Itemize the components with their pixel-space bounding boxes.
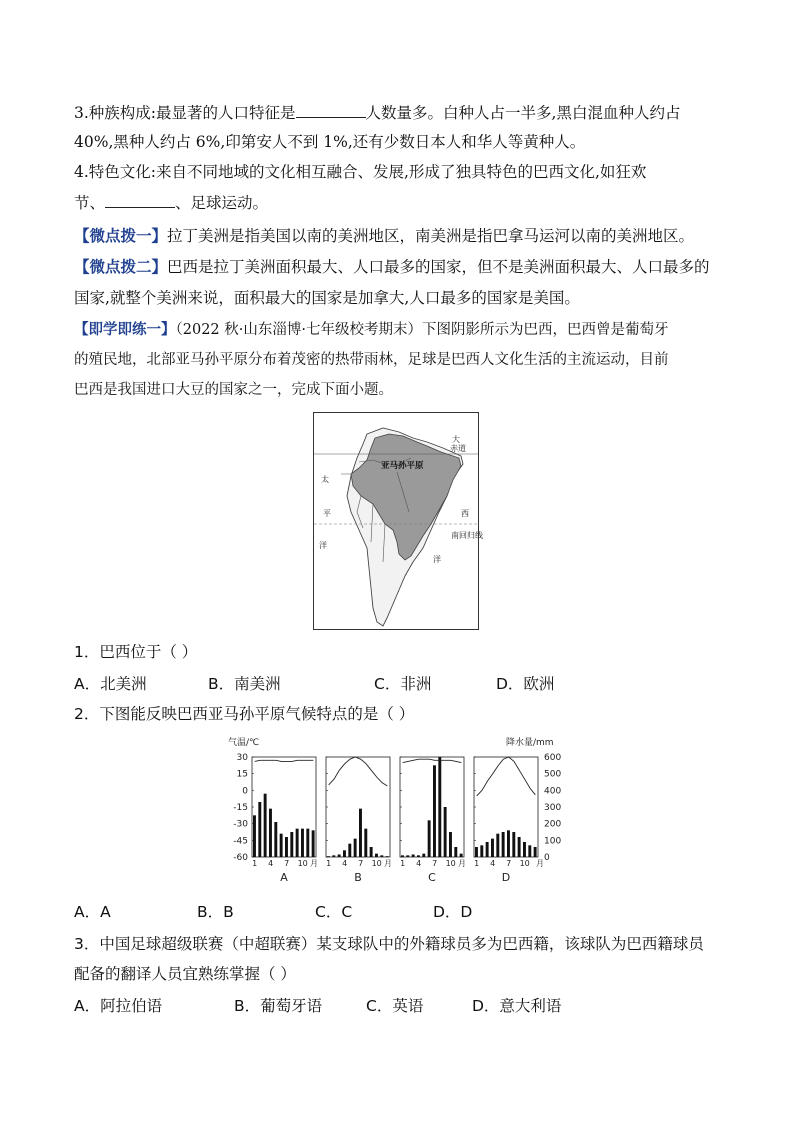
climate-chart-c: [400, 757, 466, 884]
precip-bar: [406, 855, 409, 857]
month-tick-label: 1: [474, 859, 480, 868]
month-unit-label: 月: [310, 859, 318, 868]
q2-option-b[interactable]: B．B: [197, 903, 234, 921]
pacific-label-1: 太: [321, 475, 329, 484]
q2-option-c[interactable]: C．C: [315, 903, 353, 921]
climate-chart-a: [252, 757, 318, 884]
tip1: [74, 225, 694, 247]
q2-stem: 2．下图能反映巴西亚马孙平原气候特点的是（ ）: [74, 705, 415, 723]
precip-bar: [285, 837, 288, 857]
q3-option-a[interactable]: A．阿拉伯语: [74, 997, 163, 1015]
month-tick-label: 4: [342, 859, 348, 868]
precip-bar: [338, 855, 341, 858]
precip-bar: [475, 847, 478, 857]
answer-blank-culture[interactable]: [105, 191, 175, 208]
precip-bar: [428, 820, 431, 857]
atlantic-label-3: 洋: [433, 555, 441, 564]
q2-option-d[interactable]: D．D: [433, 903, 473, 921]
precip-bar: [359, 809, 362, 857]
precip-bar: [380, 855, 383, 857]
practice-line2: 的殖民地，北部亚马孙平原分布着茂密的热带雨林，足球是巴西人文化生活的主流运动，目前: [74, 352, 669, 368]
precip-tick-label: 0: [544, 853, 550, 863]
climate-chart-d: [474, 757, 544, 884]
tip1-label: 【微点拨一】: [74, 226, 168, 245]
temp-tick-label: -45: [233, 836, 248, 847]
precip-bar: [296, 829, 299, 857]
precip-bar: [253, 815, 256, 857]
precip-bar: [454, 847, 457, 857]
precip-bar: [312, 830, 315, 857]
chart-name-label: A: [280, 871, 288, 884]
section3-line1: [74, 101, 680, 124]
precip-tick-label: 600: [544, 753, 562, 763]
q2-option-a[interactable]: A．A: [74, 903, 111, 921]
section3-text-after: 人数量多。白种人占一半多,黑白混血种人约占: [365, 104, 681, 122]
precip-bar: [412, 855, 415, 858]
precip-bar: [354, 839, 357, 857]
practice-line3: 巴西是我国进口大豆的国家之一，完成下面小题。: [74, 382, 393, 398]
precip-bar: [401, 855, 404, 857]
precip-bar: [290, 832, 293, 857]
precip-bar: [417, 855, 420, 857]
pacific-label-2: 平: [323, 509, 331, 518]
precip-bar: [422, 854, 425, 857]
precip-bar: [274, 822, 277, 857]
precip-bar: [332, 855, 335, 857]
month-unit-label: 月: [458, 859, 466, 868]
chart-frame: [326, 757, 390, 857]
temp-tick-label: 0: [242, 786, 248, 797]
temperature-line: [329, 757, 388, 786]
temp-axis-title: 气温/℃: [228, 738, 260, 748]
temp-tick-label: -30: [233, 819, 248, 830]
precip-bar: [264, 794, 267, 857]
month-tick-label: 10: [519, 859, 530, 868]
tip1-text: 拉丁美洲是指美国以南的美洲地区，南美洲是指巴拿马运河以南的美洲地区。: [167, 227, 695, 245]
precip-bar: [480, 845, 483, 857]
tip2-text: 巴西是拉丁美洲面积最大、人口最多的国家，但不是美洲面积最大、人口最多的: [167, 258, 710, 276]
section3-line2: 40%,黑种人约占 6%,印第安人不到 1%,还有少数日本人和华人等黄种人。: [74, 133, 586, 151]
precip-bar: [370, 847, 373, 857]
month-tick-label: 7: [284, 859, 290, 868]
precip-bar: [518, 837, 521, 857]
south-america-map: [313, 412, 483, 630]
month-tick-label: 4: [268, 859, 274, 868]
atlantic-label-1: 大: [452, 435, 460, 444]
month-tick-label: 10: [445, 859, 456, 868]
chart-name-label: D: [501, 871, 511, 884]
precip-bar: [280, 834, 283, 857]
practice-intro: [74, 319, 668, 341]
precip-tick-label: 100: [544, 836, 562, 847]
temp-tick-label: 15: [236, 769, 248, 780]
precip-bar: [327, 856, 330, 857]
precip-axis-title: 降水量/mm: [506, 738, 554, 748]
month-tick-label: 10: [371, 859, 382, 868]
section4-text-before: 节、: [74, 194, 106, 212]
tip2-label: 【微点拨二】: [74, 257, 168, 276]
atlantic-label-2: 西: [461, 509, 469, 518]
section4-line2: [74, 191, 268, 214]
month-unit-label: 月: [536, 859, 544, 868]
precip-bar: [460, 854, 463, 857]
month-tick-label: 4: [416, 859, 422, 868]
q1-option-b[interactable]: B．南美洲: [208, 675, 281, 693]
chart-name-label: C: [428, 871, 436, 884]
precip-bar: [269, 809, 272, 857]
precip-bar: [301, 829, 304, 857]
precip-bar: [386, 856, 389, 857]
amazon-plain-label: 亚马孙平原: [381, 461, 424, 471]
precip-bar: [258, 802, 261, 857]
month-tick-label: 4: [490, 859, 496, 868]
month-tick-label: 7: [506, 859, 512, 868]
temp-tick-label: -60: [233, 853, 248, 863]
precip-tick-label: 300: [544, 803, 562, 813]
q1-option-c[interactable]: C．非洲: [374, 675, 432, 693]
precip-bar: [486, 842, 489, 857]
precip-bar: [512, 832, 515, 857]
precip-bar: [375, 854, 378, 857]
month-tick-label: 10: [297, 859, 308, 868]
pacific-label-3: 洋: [319, 541, 327, 550]
temperature-line: [255, 760, 314, 761]
chart-frame: [400, 757, 464, 857]
q3-line2: 配备的翻译人员宜熟练掌握（ ）: [74, 965, 296, 983]
section4-text-after: 、足球运动。: [175, 194, 269, 212]
temperature-line: [477, 757, 536, 796]
precip-bar: [433, 765, 436, 857]
precip-bar: [348, 844, 351, 857]
month-tick-label: 1: [252, 859, 258, 868]
practice-line1: （2022 秋·山东淄博·七年级校考期末）下图阴影所示为巴西，巴西曾是葡萄牙: [175, 322, 669, 338]
practice-label: 【即学即练一】: [74, 321, 176, 338]
q3-option-c[interactable]: C．英语: [366, 997, 424, 1015]
month-tick-label: 1: [400, 859, 406, 868]
chart-frame: [474, 757, 538, 857]
temperature-line: [403, 759, 462, 762]
temp-tick-label: -15: [233, 803, 248, 813]
q1-option-d[interactable]: D．欧洲: [496, 675, 555, 693]
precip-bar: [306, 829, 309, 857]
chart-name-label: B: [354, 871, 362, 884]
precip-bar: [534, 847, 537, 857]
precip-bar: [343, 850, 346, 857]
equator-label: 赤道: [450, 444, 466, 453]
precip-bar: [438, 757, 441, 857]
precip-bar: [449, 832, 452, 857]
month-tick-label: 7: [358, 859, 364, 868]
precip-tick-label: 400: [544, 786, 562, 797]
month-unit-label: 月: [384, 859, 392, 868]
climate-chart-b: [326, 757, 392, 884]
precip-bar: [444, 807, 447, 857]
precip-bar: [502, 832, 505, 857]
q3-option-d[interactable]: D．意大利语: [472, 997, 562, 1015]
q3-line1: 3．中国足球超级联赛（中超联赛）某支球队中的外籍球员多为巴西籍，该球队为巴西籍球员: [74, 935, 704, 953]
precip-bar: [507, 830, 510, 857]
q1-option-a[interactable]: A．北美洲: [74, 675, 147, 693]
precip-bar: [364, 829, 367, 857]
temp-tick-label: 30: [236, 753, 248, 763]
precip-bar: [523, 842, 526, 857]
tip2: [74, 256, 710, 278]
precip-bar: [491, 839, 494, 857]
q1-stem: 1．巴西位于（ ）: [74, 643, 198, 661]
precip-tick-label: 200: [544, 819, 562, 830]
section3-text-before: 3.种族构成:最显著的人口特征是: [74, 104, 296, 122]
month-tick-label: 7: [432, 859, 438, 868]
climate-charts: [228, 735, 570, 887]
section4-line1: 4.特色文化:来自不同地域的文化相互融合、发展,形成了独具特色的巴西文化,如狂欢: [74, 163, 647, 181]
precip-bar: [496, 834, 499, 857]
answer-blank-race[interactable]: [296, 101, 366, 118]
q3-option-b[interactable]: B．葡萄牙语: [234, 997, 323, 1015]
tropic-label: 南回归线: [451, 531, 483, 540]
precip-bar: [528, 845, 531, 857]
tip2-line2: 国家,就整个美洲来说，面积最大的国家是加拿大,人口最多的国家是美国。: [74, 289, 580, 307]
month-tick-label: 1: [326, 859, 332, 868]
precip-tick-label: 500: [544, 769, 562, 780]
